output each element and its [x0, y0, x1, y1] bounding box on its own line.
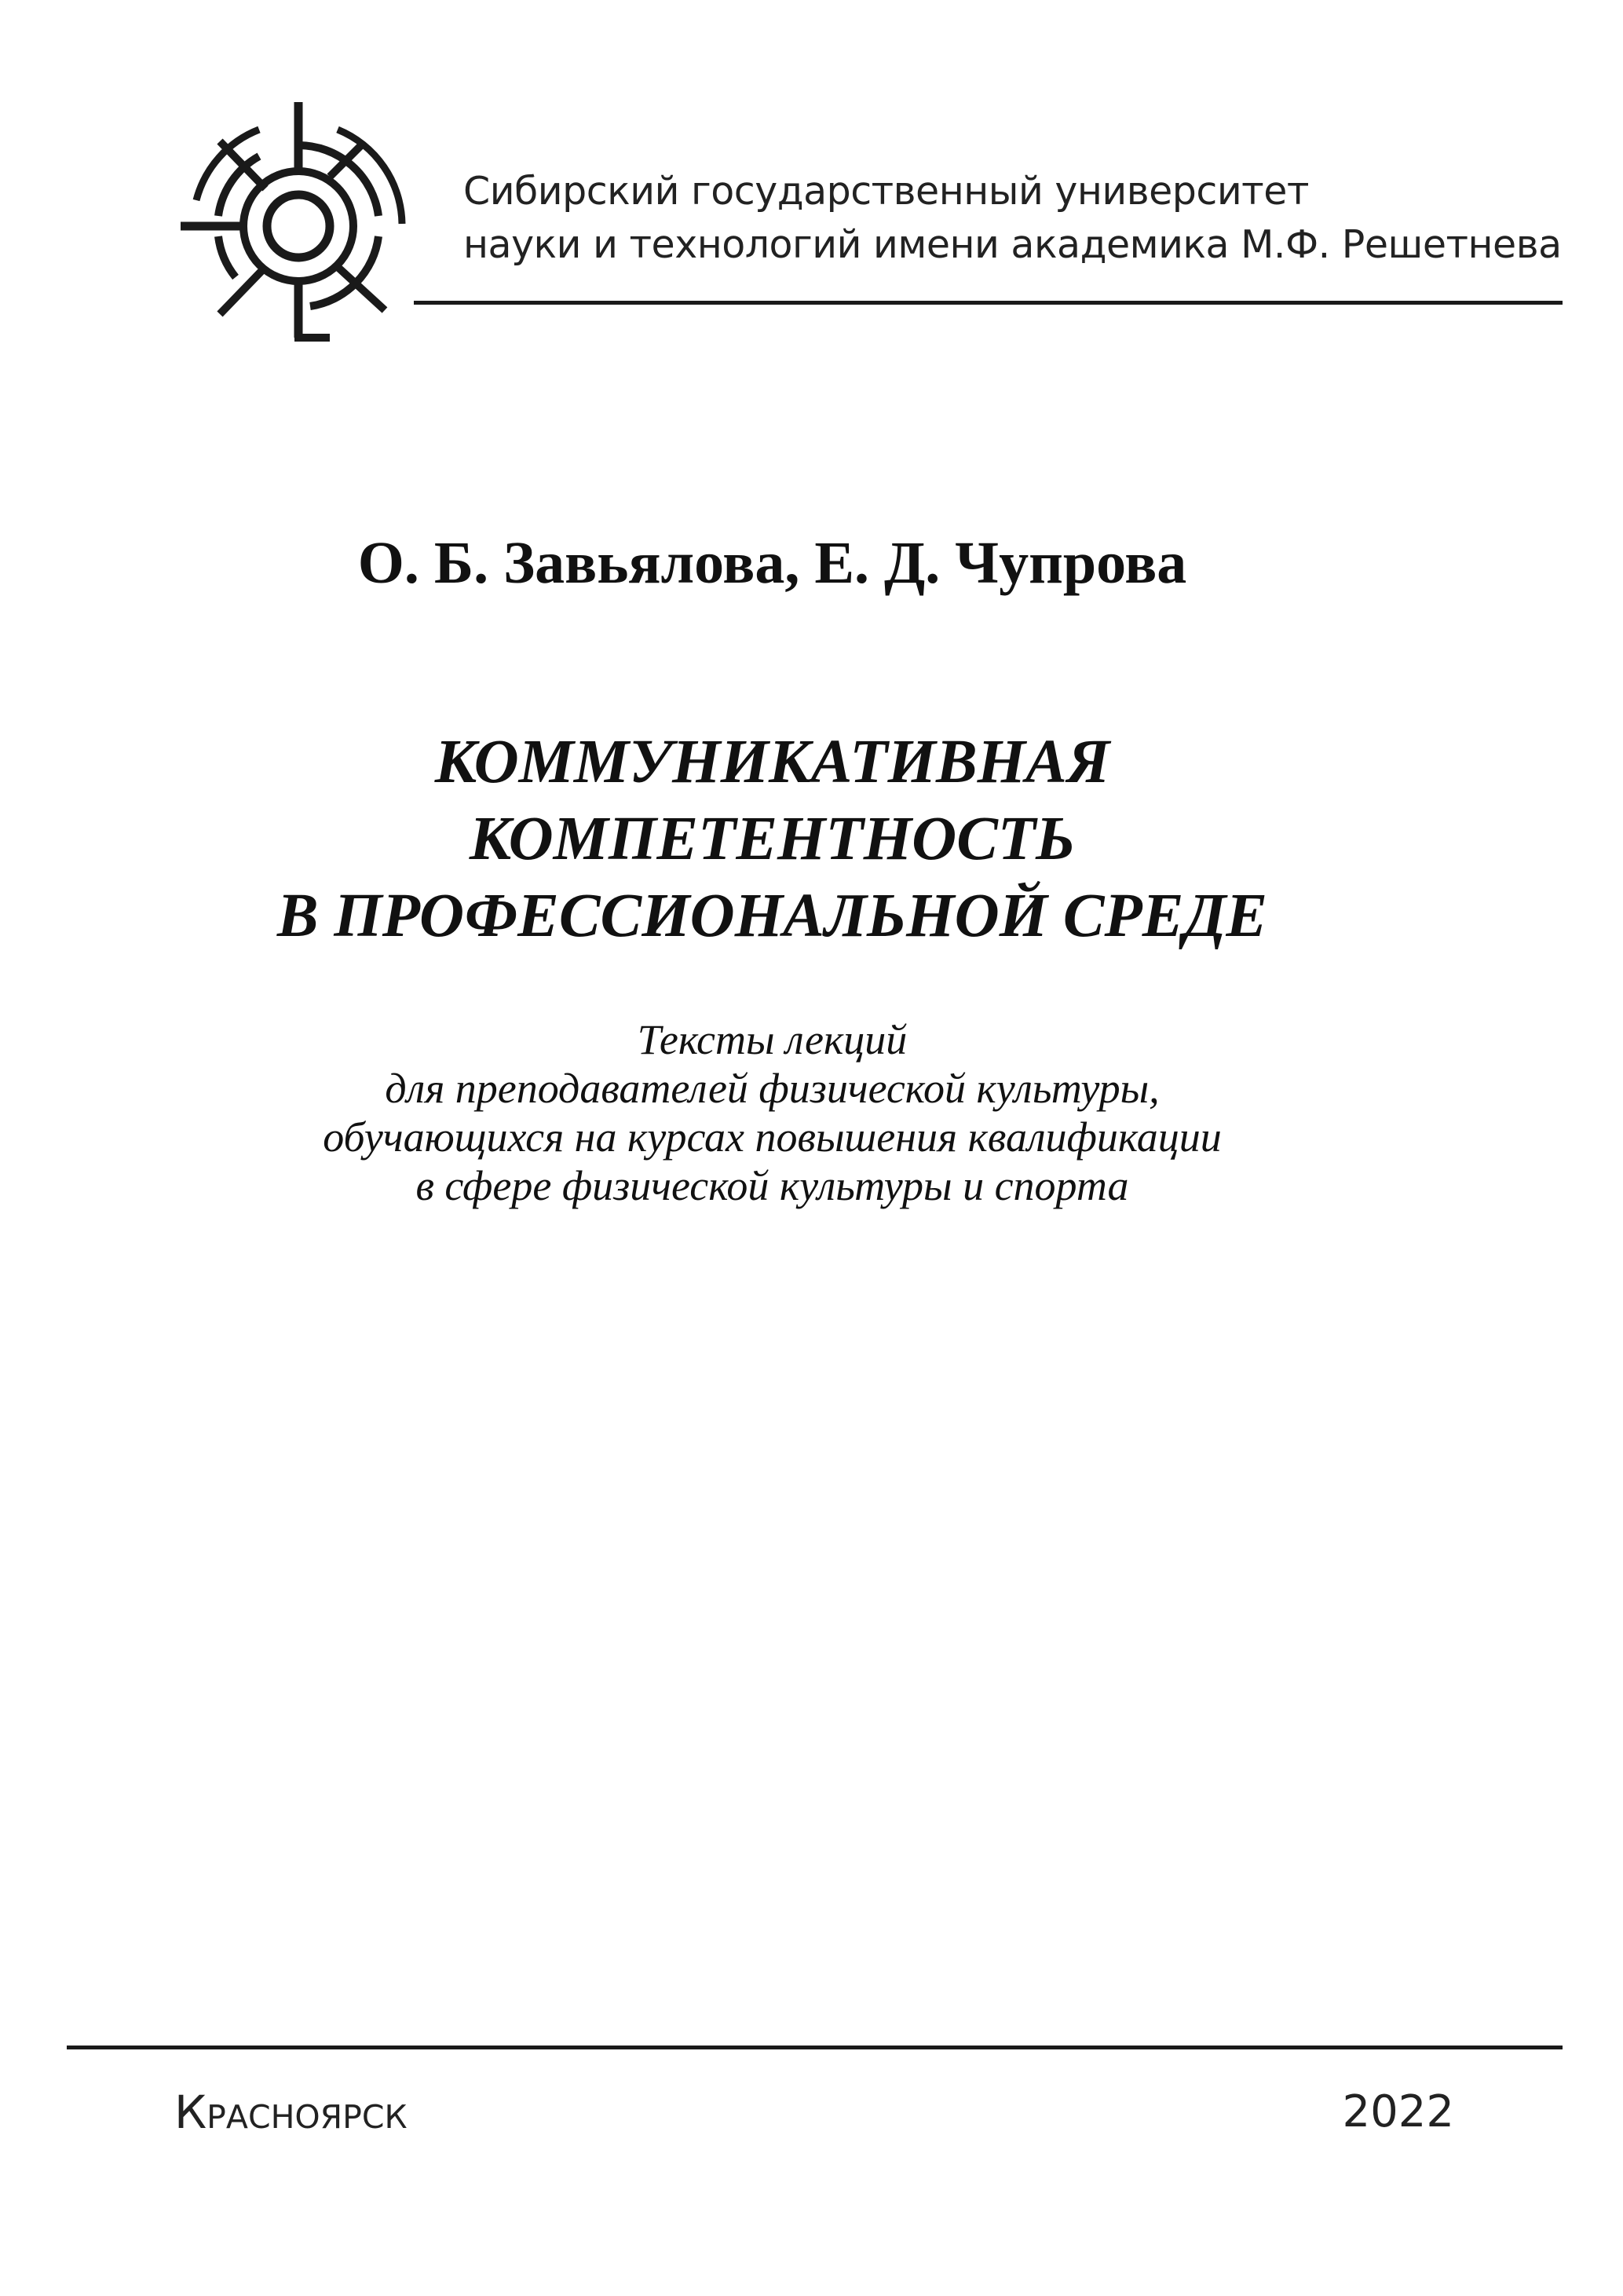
authors: О. Б. Завьялова, Е. Д. Чупрова [357, 530, 1187, 596]
book-subtitle [0, 1015, 1584, 1210]
publication-city: Красноярск [174, 2086, 408, 2139]
book-title-line1: КОММУНИКАТИВНАЯ [434, 728, 1110, 796]
header-divider [414, 301, 1563, 305]
university-name-line1: Сибирский государственный университет [463, 169, 1309, 214]
book-subtitle-line1: Тексты лекций [637, 1016, 908, 1063]
book-subtitle-line3: обучающихся на курсах повышения квалификации [323, 1113, 1222, 1161]
book-title [0, 724, 1584, 955]
university-name [463, 165, 1562, 272]
book-subtitle-line4: в сфере физической культуры и спорта [415, 1162, 1129, 1209]
book-title-line2: КОМПЕТЕНТНОСТЬ [469, 805, 1076, 873]
university-emblem-icon [173, 98, 408, 349]
university-name-line2: науки и технологий имени академика М.Ф. Решетнева [463, 222, 1562, 267]
publication-year: 2022 [1342, 2086, 1454, 2137]
book-title-line3: В ПРОФЕССИОНАЛЬНОЙ СРЕДЕ [276, 882, 1268, 950]
footer-divider [67, 2046, 1563, 2049]
book-subtitle-line2: для преподавателей физической культуры, [385, 1065, 1160, 1112]
